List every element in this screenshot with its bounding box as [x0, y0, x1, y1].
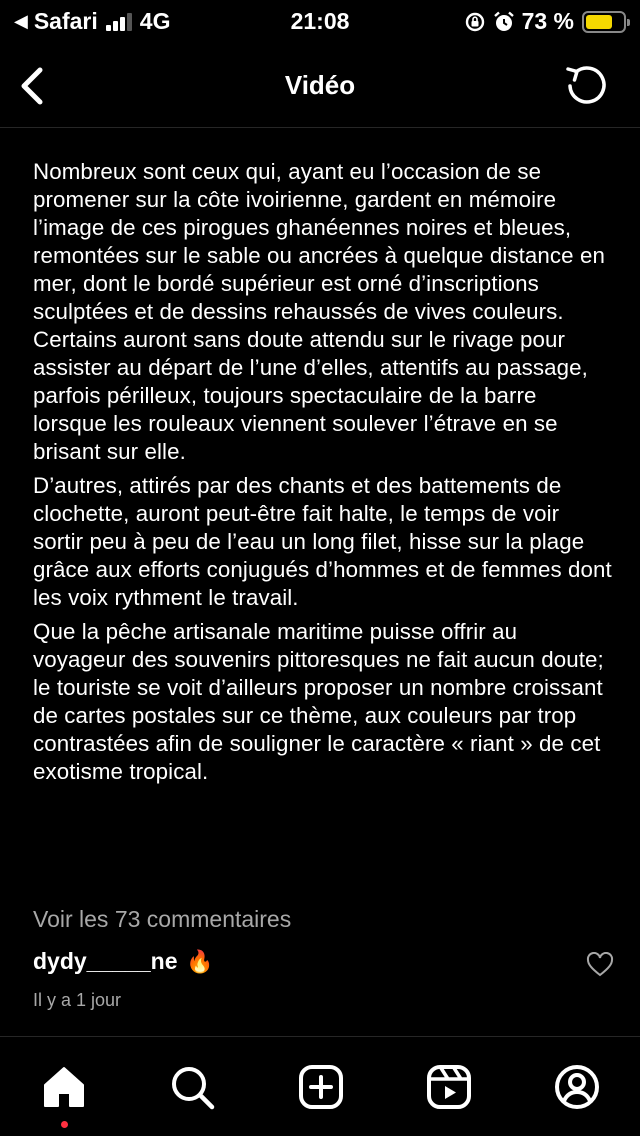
rotation-lock-icon — [464, 11, 486, 33]
nav-header — [0, 44, 640, 128]
bottom-tab-bar — [0, 1036, 640, 1136]
refresh-icon[interactable] — [562, 60, 610, 108]
caption-paragraph: D’autres, attirés par des chants et des battements de clochette, auront peut-être fait halte, le temps de voir sortir peu à peu de l’eau un long filet, hisse sur la plage grâce aux efforts conjugués d’hommes et de femmes dont les voix rythment le travail. — [33, 473, 612, 610]
caption-paragraph: Nombreux sont ceux qui, ayant eu l’occasion de se promener sur la côte ivoirienne, gardent en mémoire l’image de ces pirogues ghanéennes noires et bleues, remontées sur le sable ou ancrées à quelque distance en mer, dont le bordé supérieur est orné d’inscriptions sculptées et de dessins rehaussés de vives couleurs. Certains auront sans doute attendu sur le rivage pour assister au départ de l’une d’elles, attentifs au passage, parfois périlleux, toujours spectaculaire de la barre lorsque les rouleaux viennent soulever l’étrave en se brisant sur elle. — [33, 159, 605, 464]
heart-icon[interactable] — [586, 952, 614, 978]
tab-reels[interactable] — [423, 1061, 475, 1113]
comment-username[interactable]: dydy_____ne — [33, 948, 178, 974]
comment-timestamp: Il y a 1 jour — [33, 990, 122, 1010]
network-label: 4G — [139, 8, 171, 34]
caption-paragraph: Que la pêche artisanale maritime puisse offrir au voyageur des souvenirs pittoresques ne fait aucun doute; le touriste se voit d’ailleurs proposer un nombre croissant de cartes postales sur ce thème, aux couleurs par trop contrastées afin de souligner le caractère « riant » de cet exotisme tropical. — [33, 619, 604, 784]
home-icon — [40, 1063, 88, 1111]
notification-dot — [61, 1121, 68, 1128]
battery-icon — [582, 11, 626, 33]
tab-home[interactable] — [38, 1061, 90, 1113]
battery-fill — [586, 15, 612, 29]
page-title: Vidéo — [284, 70, 356, 100]
carrier-label: Safari — [33, 8, 98, 34]
reels-icon — [425, 1063, 473, 1111]
battery-percent: 73 % — [521, 8, 574, 34]
tab-profile[interactable] — [551, 1061, 603, 1113]
alarm-icon — [492, 10, 516, 34]
status-right — [464, 8, 626, 35]
tab-search[interactable] — [166, 1061, 218, 1113]
create-icon — [297, 1063, 345, 1111]
status-time: 21:08 — [290, 8, 350, 34]
status-bar — [0, 0, 640, 40]
comment-row — [33, 948, 618, 980]
tab-create[interactable] — [295, 1061, 347, 1113]
profile-icon — [553, 1063, 601, 1111]
search-icon — [168, 1063, 216, 1111]
post-caption — [33, 158, 613, 792]
back-to-app-icon: ◀ — [14, 11, 28, 31]
view-all-comments-link[interactable]: Voir les 73 commentaires — [33, 906, 292, 932]
fire-emoji: 🔥 — [185, 949, 214, 974]
